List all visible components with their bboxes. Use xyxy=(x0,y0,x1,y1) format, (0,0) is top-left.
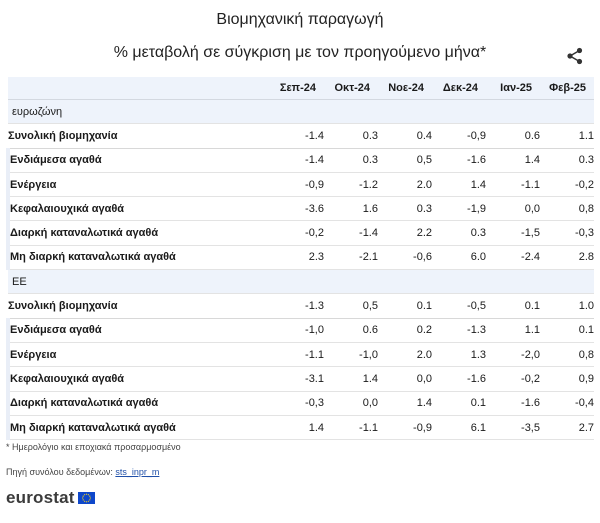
table-cell: 1.4 xyxy=(378,391,432,415)
table-cell: -0,2 xyxy=(486,367,540,391)
row-label: Ενδιάμεσα αγαθά xyxy=(8,318,270,342)
table-cell: 1.4 xyxy=(432,172,486,196)
group-header-row xyxy=(8,270,594,294)
table-row xyxy=(8,221,594,245)
table-cell: -3.1 xyxy=(270,367,324,391)
table-cell: -0,3 xyxy=(540,221,594,245)
table-cell: 2.0 xyxy=(378,342,432,366)
row-label: Κεφαλαιουχικά αγαθά xyxy=(8,367,270,391)
table-cell: -3,5 xyxy=(486,415,540,439)
source-line xyxy=(6,467,159,477)
table-cell: 0.3 xyxy=(378,197,432,221)
table-cell: 0.6 xyxy=(324,318,378,342)
flag-star xyxy=(89,499,90,500)
table-cell: -0,9 xyxy=(432,124,486,148)
source-prefix: Πηγή συνόλου δεδομένων: xyxy=(6,467,113,477)
table-cell: 0,5 xyxy=(324,294,378,318)
table-cell: -2.4 xyxy=(486,245,540,269)
group-header-row xyxy=(8,100,594,124)
table-cell: 0.3 xyxy=(432,221,486,245)
column-header: Οκτ-24 xyxy=(324,77,378,100)
table-row xyxy=(8,342,594,366)
table-cell: 6.1 xyxy=(432,415,486,439)
table-cell: 0,5 xyxy=(378,148,432,172)
table-cell: 6.0 xyxy=(432,245,486,269)
table-cell: -0,3 xyxy=(270,391,324,415)
table-cell: 0.3 xyxy=(324,148,378,172)
row-label: Ενέργεια xyxy=(8,172,270,196)
table-cell: 1.4 xyxy=(324,367,378,391)
row-label: Συνολική βιομηχανία xyxy=(8,294,270,318)
table-cell: 2.8 xyxy=(540,245,594,269)
row-label: Ενδιάμεσα αγαθά xyxy=(8,148,270,172)
table-cell: -1,0 xyxy=(270,318,324,342)
table-cell: 0,0 xyxy=(378,367,432,391)
table-cell: 0,8 xyxy=(540,342,594,366)
table-cell: 0.2 xyxy=(378,318,432,342)
row-label: Κεφαλαιουχικά αγαθά xyxy=(8,197,270,221)
table-cell: -1.6 xyxy=(486,391,540,415)
flag-star xyxy=(86,494,87,495)
data-table xyxy=(6,77,594,440)
table-cell: 0,9 xyxy=(540,367,594,391)
table-cell: -1,9 xyxy=(432,197,486,221)
table-cell: -1,0 xyxy=(324,342,378,366)
table-row xyxy=(8,367,594,391)
footnote: * Ημερολόγιο και εποχιακά προσαρμοσμένο xyxy=(6,442,181,452)
table-cell: -1.3 xyxy=(432,318,486,342)
table-cell: -0,4 xyxy=(540,391,594,415)
flag-star xyxy=(84,501,85,502)
table-cell: 1.1 xyxy=(486,318,540,342)
table-row xyxy=(8,172,594,196)
group-label: ευρωζώνη xyxy=(8,100,594,124)
table-cell: 2.7 xyxy=(540,415,594,439)
column-header: Σεπ-24 xyxy=(270,77,324,100)
table-cell: 0.6 xyxy=(486,124,540,148)
table-cell: -1.6 xyxy=(432,148,486,172)
table-cell: -1.4 xyxy=(324,221,378,245)
table-cell: 1.3 xyxy=(432,342,486,366)
table-cell: 0,8 xyxy=(540,197,594,221)
table-cell: 1.1 xyxy=(540,124,594,148)
table-cell: -1.4 xyxy=(270,124,324,148)
table-cell: 0.3 xyxy=(540,148,594,172)
table-cell: -1.1 xyxy=(486,172,540,196)
column-header: Ιαν-25 xyxy=(486,77,540,100)
table-cell: 0.1 xyxy=(486,294,540,318)
table-cell: 0.1 xyxy=(432,391,486,415)
table-cell: 0.1 xyxy=(378,294,432,318)
table-header-row xyxy=(8,77,594,100)
table-cell: -2,0 xyxy=(486,342,540,366)
table-cell: -0,5 xyxy=(432,294,486,318)
table-row xyxy=(8,245,594,269)
flag-star xyxy=(87,494,88,495)
logo-text: eurostat xyxy=(6,488,75,507)
table-cell: 0,0 xyxy=(486,197,540,221)
table-cell: 0,0 xyxy=(324,391,378,415)
eurostat-logo xyxy=(6,488,95,508)
table-row xyxy=(8,197,594,221)
row-label: Μη διαρκή καταναλωτικά αγαθά xyxy=(8,415,270,439)
table-row xyxy=(8,294,594,318)
table-cell: 0.3 xyxy=(324,124,378,148)
row-label: Συνολική βιομηχανία xyxy=(8,124,270,148)
table-cell: -1.2 xyxy=(324,172,378,196)
column-header: Φεβ-25 xyxy=(540,77,594,100)
table-cell: 2.3 xyxy=(270,245,324,269)
table-cell: -1.1 xyxy=(324,415,378,439)
flag-star xyxy=(82,497,83,498)
table-cell: -0,9 xyxy=(270,172,324,196)
table-cell: -1.6 xyxy=(432,367,486,391)
group-label: ΕΕ xyxy=(8,270,594,294)
row-label: Μη διαρκή καταναλωτικά αγαθά xyxy=(8,245,270,269)
flag-star xyxy=(89,496,90,497)
table-cell: -3.6 xyxy=(270,197,324,221)
table-cell: 0.4 xyxy=(378,124,432,148)
table-cell: 1.4 xyxy=(486,148,540,172)
column-header: Δεκ-24 xyxy=(432,77,486,100)
flag-star xyxy=(87,501,88,502)
eu-flag-icon xyxy=(78,492,95,504)
table-cell: -0,2 xyxy=(540,172,594,196)
table-cell: -0,9 xyxy=(378,415,432,439)
table-cell: -1.3 xyxy=(270,294,324,318)
flag-star xyxy=(84,494,85,495)
table-row xyxy=(8,391,594,415)
flag-star xyxy=(89,497,90,498)
table-cell: -2.1 xyxy=(324,245,378,269)
share-icon[interactable] xyxy=(566,47,584,65)
table-cell: 1.4 xyxy=(270,415,324,439)
column-header: Νοε-24 xyxy=(378,77,432,100)
table-row xyxy=(8,415,594,439)
table-cell: 1.0 xyxy=(540,294,594,318)
flag-star xyxy=(82,496,83,497)
table-cell: -1.4 xyxy=(270,148,324,172)
chart-title: Βιομηχανική παραγωγή xyxy=(216,11,384,28)
table-row xyxy=(8,318,594,342)
flag-star xyxy=(86,501,87,502)
row-label: Διαρκή καταναλωτικά αγαθά xyxy=(8,221,270,245)
table-cell: -1.1 xyxy=(270,342,324,366)
dataset-link[interactable]: sts_inpr_m xyxy=(115,467,160,477)
table-cell: -0,6 xyxy=(378,245,432,269)
header-corner xyxy=(8,77,270,100)
row-label: Ενέργεια xyxy=(8,342,270,366)
table-cell: 2.0 xyxy=(378,172,432,196)
table-cell: -1,5 xyxy=(486,221,540,245)
row-label: Διαρκή καταναλωτικά αγαθά xyxy=(8,391,270,415)
table-cell: 0.1 xyxy=(540,318,594,342)
flag-star xyxy=(82,499,83,500)
table-cell: 1.6 xyxy=(324,197,378,221)
table-row xyxy=(8,148,594,172)
table-cell: -0,2 xyxy=(270,221,324,245)
chart-subtitle: % μεταβολή σε σύγκριση με τον προηγούμενο μήνα* xyxy=(113,44,487,61)
table-cell: 2.2 xyxy=(378,221,432,245)
table-row xyxy=(8,124,594,148)
